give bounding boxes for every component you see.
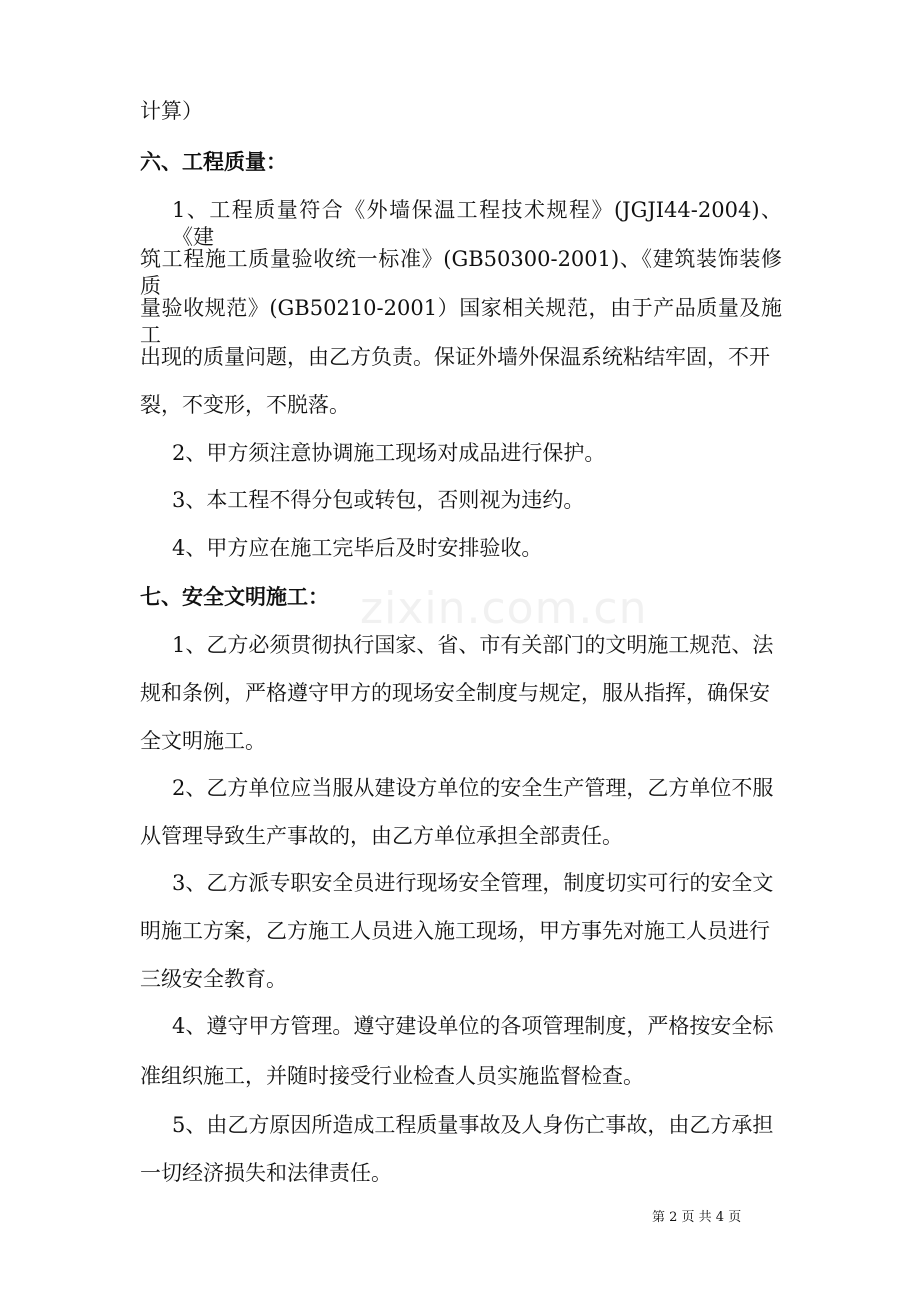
text-line: 出现的质量问题，由乙方负责。保证外墙外保温系统粘结牢固，不开 (140, 345, 770, 369)
text-line: 4、遵守甲方管理。遵守建设单位的各项管理制度，严格按安全标 (172, 1014, 774, 1038)
page-number-footer: 第 2 页 共 4 页 (652, 1210, 742, 1225)
text-line: 1、乙方必须贯彻执行国家、省、市有关部门的文明施工规范、法 (172, 633, 774, 657)
text-line: 2、甲方须注意协调施工现场对成品进行保护。 (172, 441, 606, 465)
text-line: 全文明施工。 (140, 729, 266, 753)
text-line: 3、本工程不得分包或转包，否则视为违约。 (172, 488, 585, 512)
text-line: 一切经济损失和法律责任。 (140, 1161, 392, 1185)
text-line: 三级安全教育。 (140, 967, 287, 991)
text-line: 计算） (140, 99, 203, 123)
text-line: 1、工程质量符合《外墙保温工程技术规程》(JGJI44-2004)、《建 (172, 198, 782, 250)
section-heading-safety: 七、安全文明施工： (140, 584, 329, 609)
text-line: 量验收规范》(GB50210-2001）国家相关规范，由于产品质量及施工 (140, 296, 782, 348)
text-line: 明施工方案，乙方施工人员进入施工现场，甲方事先对施工人员进行 (140, 919, 770, 943)
text-line: 2、乙方单位应当服从建设方单位的安全生产管理，乙方单位不服 (172, 776, 774, 800)
text-line: 从管理导致生产事故的，由乙方单位承担全部责任。 (140, 824, 623, 848)
text-line: 4、甲方应在施工完毕后及时安排验收。 (172, 536, 543, 560)
text-line: 5、由乙方原因所造成工程质量事故及人身伤亡事故，由乙方承担 (172, 1113, 774, 1137)
section-heading-quality: 六、工程质量： (140, 149, 287, 174)
text-line: 准组织施工，并随时接受行业检查人员实施监督检查。 (140, 1064, 644, 1088)
text-line: 规和条例，严格遵守甲方的现场安全制度与规定，服从指挥，确保安 (140, 681, 770, 705)
text-line: 3、乙方派专职安全员进行现场安全管理，制度切实可行的安全文 (172, 871, 774, 895)
text-line: 裂，不变形，不脱落。 (140, 393, 350, 417)
text-line: 筑工程施工质量验收统一标准》(GB50300-2001)、《建筑装饰装修质 (140, 247, 782, 299)
watermark: zixin.com.cn (360, 583, 648, 634)
